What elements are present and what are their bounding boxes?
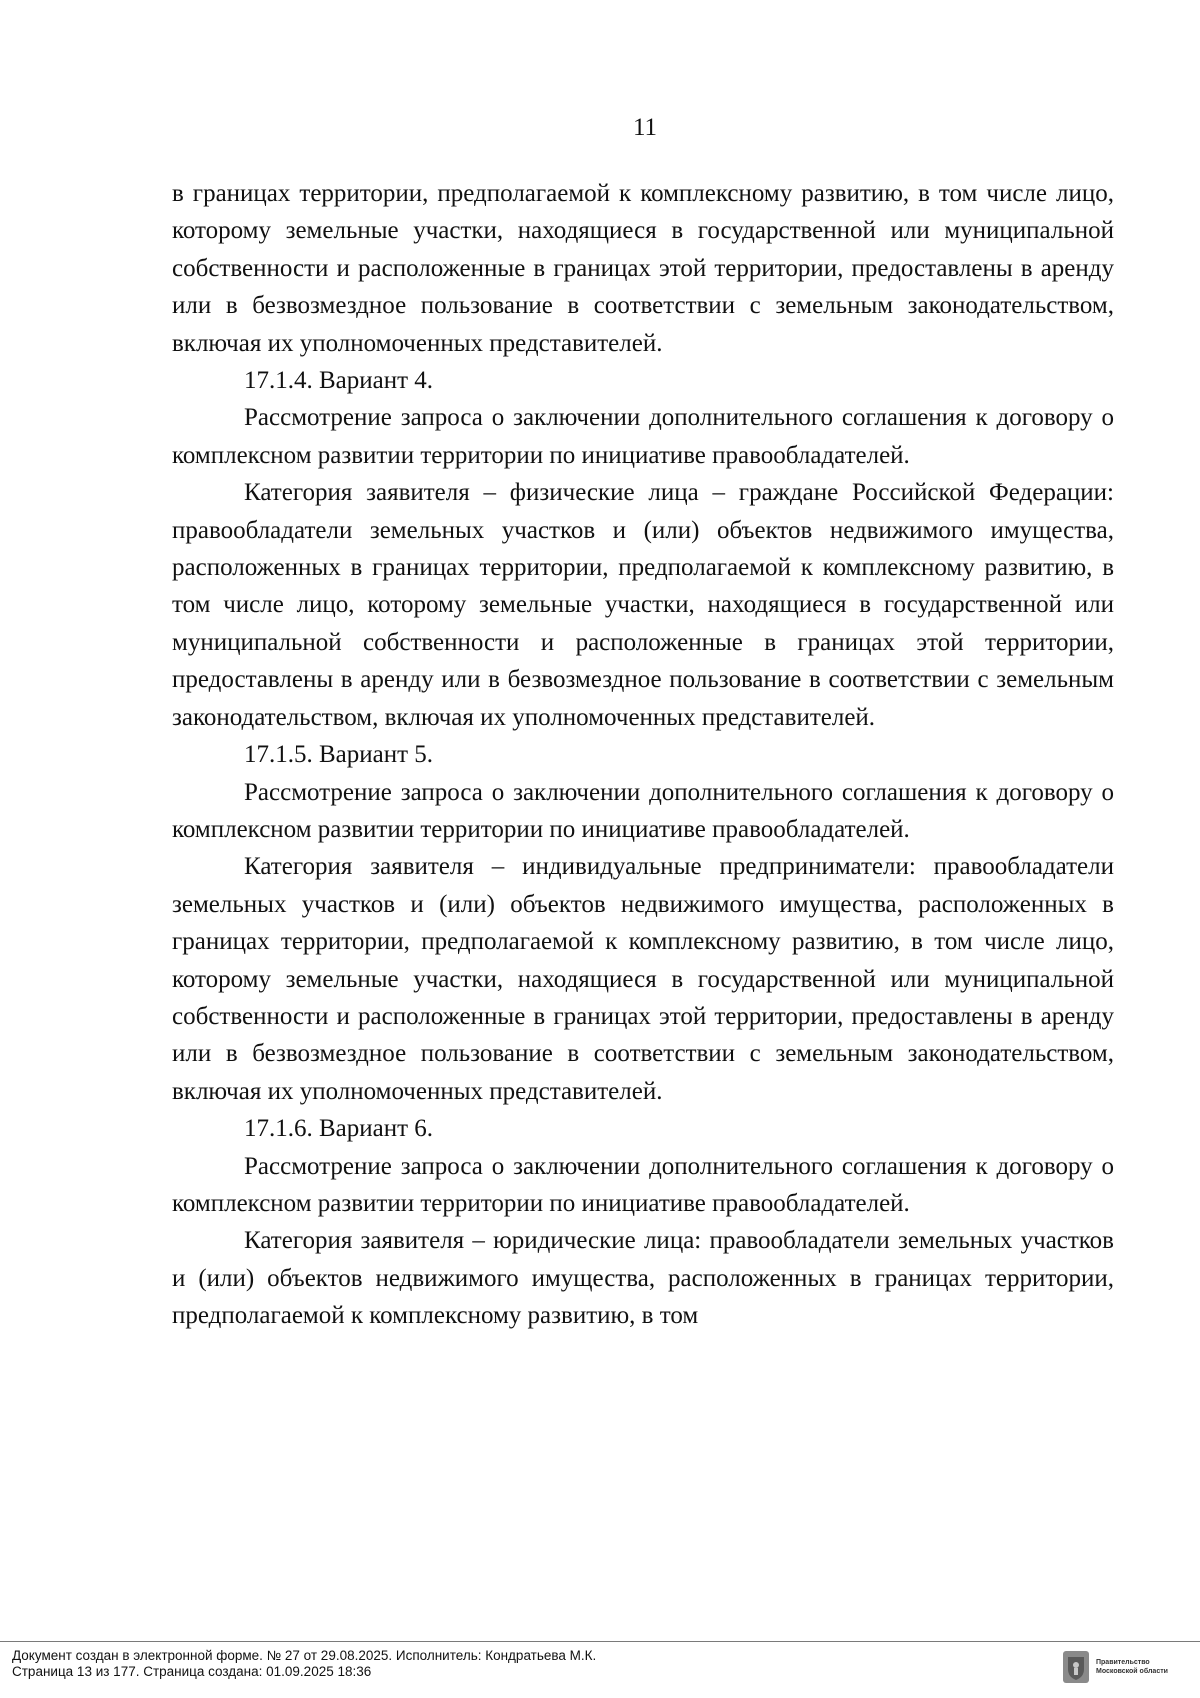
section-heading-17-1-4: 17.1.4. Вариант 4.: [244, 367, 434, 395]
paragraph-variant-5-applicants: Категория заявителя – индивидуальные предприниматели: правообладатели земельных участков и (или) объектов недвижимого имущества, расположенных в границах территории, предполагаемой к комплексному развитию, в том числе лицо, которому земельные участки, находящиеся в государственной или муниципальной собственности и расположенные в границах этой территории, предоставлены в аренду или в безвозмездное пользование в соответствии с земельным законодательством, включая их уполномоченных представителей.: [172, 853, 1114, 1105]
footer-logo: [1062, 1647, 1190, 1687]
paragraph-variant-4-applicants: Категория заявителя – физические лица – граждане Российской Федерации: правообладатели земельных участков и (или) объектов недвижимого имущества, расположенных в границах территории, предполагаемой к комплексному развитию, в том числе лицо, которому земельные участки, находящиеся в государственной или муниципальной собственности и расположенные в границах этой территории, предоставлены в аренду или в безвозмездное пользование в соответствии с земельным законодательством, включая их уполномоченных представителей.: [172, 479, 1114, 731]
footer-info: [12, 1648, 596, 1680]
paragraph-variant-6-applicants: Категория заявителя – юридические лица: правообладатели земельных участков и (или) объектов недвижимого имущества, расположенных в границах территории, предполагаемой к комплексному развитию, в том: [172, 1227, 1114, 1330]
coat-of-arms-icon: [1062, 1650, 1090, 1684]
page-number: 11: [632, 114, 658, 141]
document-body: [172, 175, 1114, 1335]
section-heading-17-1-6: 17.1.6. Вариант 6.: [244, 1115, 434, 1143]
paragraph-variant-5-description: Рассмотрение запроса о заключении дополнительного соглашения к договору о комплексном развитии территории по инициативе правообладателей.: [172, 778, 1114, 843]
paragraph-variant-4-description: Рассмотрение запроса о заключении дополнительного соглашения к договору о комплексном развитии территории по инициативе правообладателей.: [172, 404, 1114, 469]
footer-logo-line2: Московской области: [1096, 1668, 1168, 1675]
footer-logo-caption: [1096, 1658, 1168, 1676]
footer-document-info: Документ создан в электронной форме. № 27 от 29.08.2025. Исполнитель: Кондратьева М.К.: [12, 1648, 597, 1663]
footer-page-info: Страница 13 из 177. Страница создана: 01.09.2025 18:36: [12, 1664, 372, 1679]
section-heading-17-1-5: 17.1.5. Вариант 5.: [244, 741, 434, 769]
paragraph-variant-6-description: Рассмотрение запроса о заключении дополнительного соглашения к договору о комплексном развитии территории по инициативе правообладателей.: [172, 1152, 1114, 1217]
footer-logo-line1: Правительство: [1096, 1659, 1150, 1666]
paragraph-continuation: в границах территории, предполагаемой к комплексному развитию, в том числе лицо, которому земельные участки, находящиеся в государственной или муниципальной собственности и расположенные в границах этой территории, предоставлены в аренду или в безвозмездное пользование в соответствии с земельным законодательством, включая их уполномоченных представителей.: [172, 180, 1114, 357]
footer-divider: [0, 1641, 1200, 1642]
